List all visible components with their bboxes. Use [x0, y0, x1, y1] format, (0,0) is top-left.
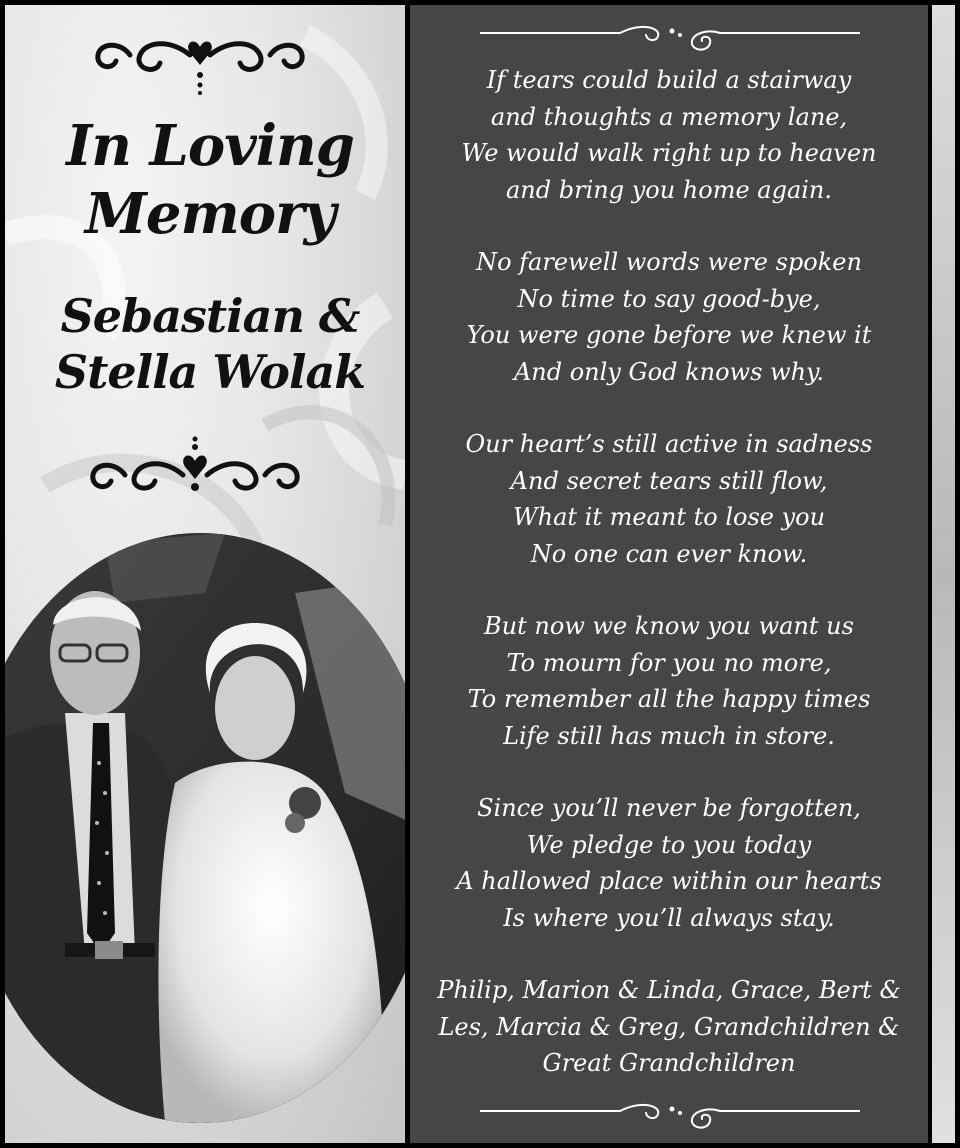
poem-line: And secret tears still flow,	[510, 466, 828, 495]
poem-line: And only God knows why.	[513, 357, 825, 386]
poem-line: We would walk right up to heaven	[461, 139, 877, 167]
poem-line: A hallowed place within our hearts	[456, 867, 882, 895]
poem-line: Since you’ll never be forgotten,	[477, 794, 861, 822]
signoff-line: Great Grandchildren	[542, 1049, 796, 1077]
poem-line: Life still has much in store.	[503, 721, 835, 750]
poem-line: If tears could build a stairway	[486, 66, 852, 94]
poem-stanza	[410, 790, 928, 936]
poem-text	[410, 62, 928, 1082]
right-border-strip	[932, 5, 955, 1143]
title-line-1: In Loving	[66, 113, 354, 179]
poem-line: No one can ever know.	[530, 539, 808, 568]
name-line-1: Sebastian &	[60, 289, 360, 343]
poem-line: and bring you home again.	[505, 175, 833, 204]
family-signoff	[410, 972, 928, 1082]
poem-line: Our heart’s still active in sadness	[465, 430, 873, 458]
divider-ornament-icon	[480, 15, 860, 55]
name-line-2: Stella Wolak	[54, 345, 366, 399]
title-line-2: Memory	[84, 181, 336, 247]
poem-line: What it meant to lose you	[512, 503, 826, 531]
poem-stanza	[410, 244, 928, 390]
poem-line: To remember all the happy times	[467, 685, 871, 713]
poem-line: Is where you’ll always stay.	[503, 903, 835, 932]
poem-line: To mourn for you no more,	[506, 648, 832, 677]
poem-stanza	[410, 608, 928, 754]
poem-line: No time to say good-bye,	[517, 284, 821, 313]
scroll-ornament-icon	[85, 435, 305, 495]
poem-line: But now we know you want us	[484, 612, 854, 640]
scroll-ornament-icon	[90, 35, 310, 95]
signoff-line: Philip, Marion & Linda, Grace, Bert &	[437, 976, 901, 1004]
couple-photo	[5, 533, 405, 1123]
poem-line: You were gone before we knew it	[466, 321, 872, 349]
poem-line: No farewell words were spoken	[476, 248, 862, 276]
poem-line: We pledge to you today	[526, 830, 812, 859]
signoff-line: Les, Marcia & Greg, Grandchildren &	[438, 1012, 900, 1041]
divider-ornament-icon	[480, 1093, 860, 1133]
poem-stanza	[410, 62, 928, 208]
poem-line: and thoughts a memory lane,	[490, 102, 848, 131]
poem-stanza	[410, 426, 928, 572]
left-panel	[5, 5, 405, 1143]
